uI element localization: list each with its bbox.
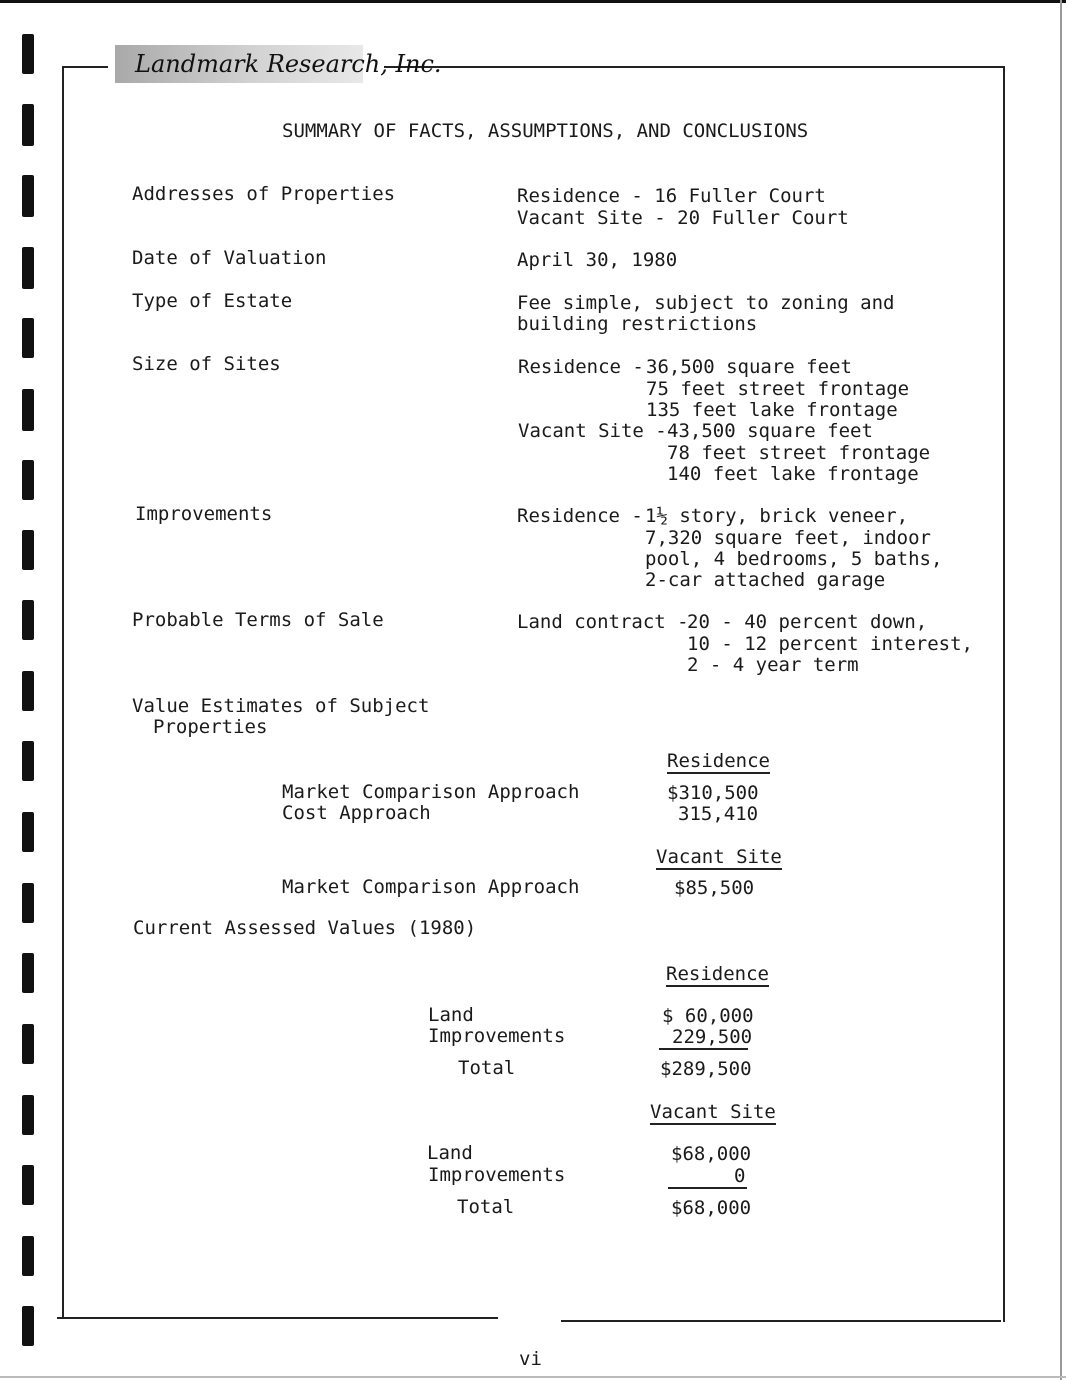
value-method-label: Cost Approach: [282, 802, 431, 824]
page-number: vi: [519, 1348, 542, 1370]
punch-mark: [22, 389, 34, 431]
punch-mark: [22, 741, 34, 781]
punch-mark: [22, 460, 34, 500]
improvements-label: Improvements: [135, 503, 273, 525]
assessed-total-value: $289,500: [660, 1058, 752, 1080]
punch-mark: [22, 175, 34, 217]
value-method-amount: 315,410: [678, 803, 759, 825]
punch-mark: [22, 812, 34, 852]
assessed-land-label: Land: [428, 1004, 474, 1026]
terms-of-sale-line: 10 - 12 percent interest,: [687, 633, 973, 655]
value-residence-heading: Residence: [667, 750, 770, 772]
assessed-total-label: Total: [458, 1057, 516, 1079]
assessed-land-label: Land: [427, 1142, 473, 1164]
assessed-vacant-heading: Vacant Site: [650, 1101, 776, 1123]
estate-type-label: Type of Estate: [132, 290, 293, 312]
punch-mark: [22, 1306, 34, 1346]
value-method-label: Market Comparison Approach: [282, 781, 580, 803]
frame-line-top-left: [62, 66, 108, 68]
frame-line-left: [62, 66, 64, 1318]
punch-mark: [22, 34, 34, 74]
estate-type-line: Fee simple, subject to zoning and: [517, 292, 895, 314]
value-estimates-label: Value Estimates of Subject: [132, 695, 430, 717]
address-residence: Residence - 16 Fuller Court: [517, 185, 826, 207]
assessed-improvements-value: 0: [734, 1165, 746, 1187]
punch-mark: [22, 883, 34, 923]
page-edge-top: [0, 0, 1066, 3]
assessed-land-value: $ 60,000: [662, 1005, 754, 1027]
assessed-land-value: $68,000: [671, 1143, 752, 1165]
company-logo: Landmark Research, Inc.: [135, 50, 442, 78]
punch-mark: [22, 600, 34, 640]
address-vacant-site: Vacant Site - 20 Fuller Court: [517, 207, 849, 229]
assessed-residence-heading: Residence: [666, 963, 769, 985]
punch-mark: [22, 953, 34, 993]
site-size-vacant-line: 140 feet lake frontage: [667, 463, 919, 485]
frame-line-bottom-left: [57, 1317, 498, 1319]
value-method-amount: $85,500: [674, 877, 755, 899]
improvements-prefix: Residence -: [517, 505, 643, 527]
page-edge-bottom: [0, 1376, 1066, 1378]
site-size-residence-line: 36,500 square feet: [646, 356, 852, 378]
punch-mark: [22, 318, 34, 358]
punch-mark: [22, 1024, 34, 1064]
assessed-improvements-label: Improvements: [428, 1164, 566, 1186]
assessed-improvements-value: 229,500: [672, 1026, 753, 1048]
punch-mark: [22, 530, 34, 570]
document-title: SUMMARY OF FACTS, ASSUMPTIONS, AND CONCLUSIONS: [282, 120, 809, 142]
site-size-residence-prefix: Residence -: [518, 356, 644, 378]
punch-mark: [22, 1236, 34, 1276]
site-size-vacant-prefix: Vacant Site -: [518, 420, 667, 442]
improvements-line: 7,320 square feet, indoor: [645, 527, 931, 549]
estate-type-line: building restrictions: [517, 313, 758, 335]
improvements-line: 2-car attached garage: [645, 569, 886, 591]
valuation-date-value: April 30, 1980: [517, 249, 678, 271]
frame-line-right: [1003, 66, 1005, 1322]
page-edge-right: [1060, 0, 1062, 1380]
frame-line-bottom-right: [561, 1320, 1001, 1322]
assessed-total-label: Total: [457, 1196, 515, 1218]
sum-rule: [659, 1048, 748, 1050]
punch-mark: [22, 1165, 34, 1205]
value-method-label: Market Comparison Approach: [282, 876, 580, 898]
terms-of-sale-prefix: Land contract -: [517, 611, 689, 633]
terms-of-sale-label: Probable Terms of Sale: [132, 609, 384, 631]
site-sizes-label: Size of Sites: [132, 353, 281, 375]
improvements-line: 1½ story, brick veneer,: [645, 505, 909, 527]
frame-line-top-right: [384, 66, 1005, 68]
assessed-improvements-label: Improvements: [428, 1025, 566, 1047]
punch-mark: [22, 671, 34, 711]
site-size-vacant-line: 78 feet street frontage: [667, 442, 931, 464]
terms-of-sale-line: 20 - 40 percent down,: [687, 611, 928, 633]
assessed-total-value: $68,000: [671, 1197, 752, 1219]
value-method-amount: $310,500: [667, 782, 759, 804]
punch-mark: [22, 104, 34, 146]
site-size-residence-line: 135 feet lake frontage: [646, 399, 898, 421]
improvements-line: pool, 4 bedrooms, 5 baths,: [645, 548, 943, 570]
value-vacant-heading: Vacant Site: [656, 846, 782, 868]
value-estimates-label: Properties: [153, 716, 268, 738]
punch-mark: [22, 1095, 34, 1135]
site-size-vacant-line: 43,500 square feet: [667, 420, 873, 442]
site-size-residence-line: 75 feet street frontage: [646, 378, 910, 400]
addresses-label: Addresses of Properties: [132, 183, 396, 205]
terms-of-sale-line: 2 - 4 year term: [687, 654, 859, 676]
valuation-date-label: Date of Valuation: [132, 247, 327, 269]
assessed-values-label: Current Assessed Values (1980): [133, 917, 477, 939]
punch-mark: [22, 247, 34, 289]
sum-rule: [668, 1187, 747, 1189]
